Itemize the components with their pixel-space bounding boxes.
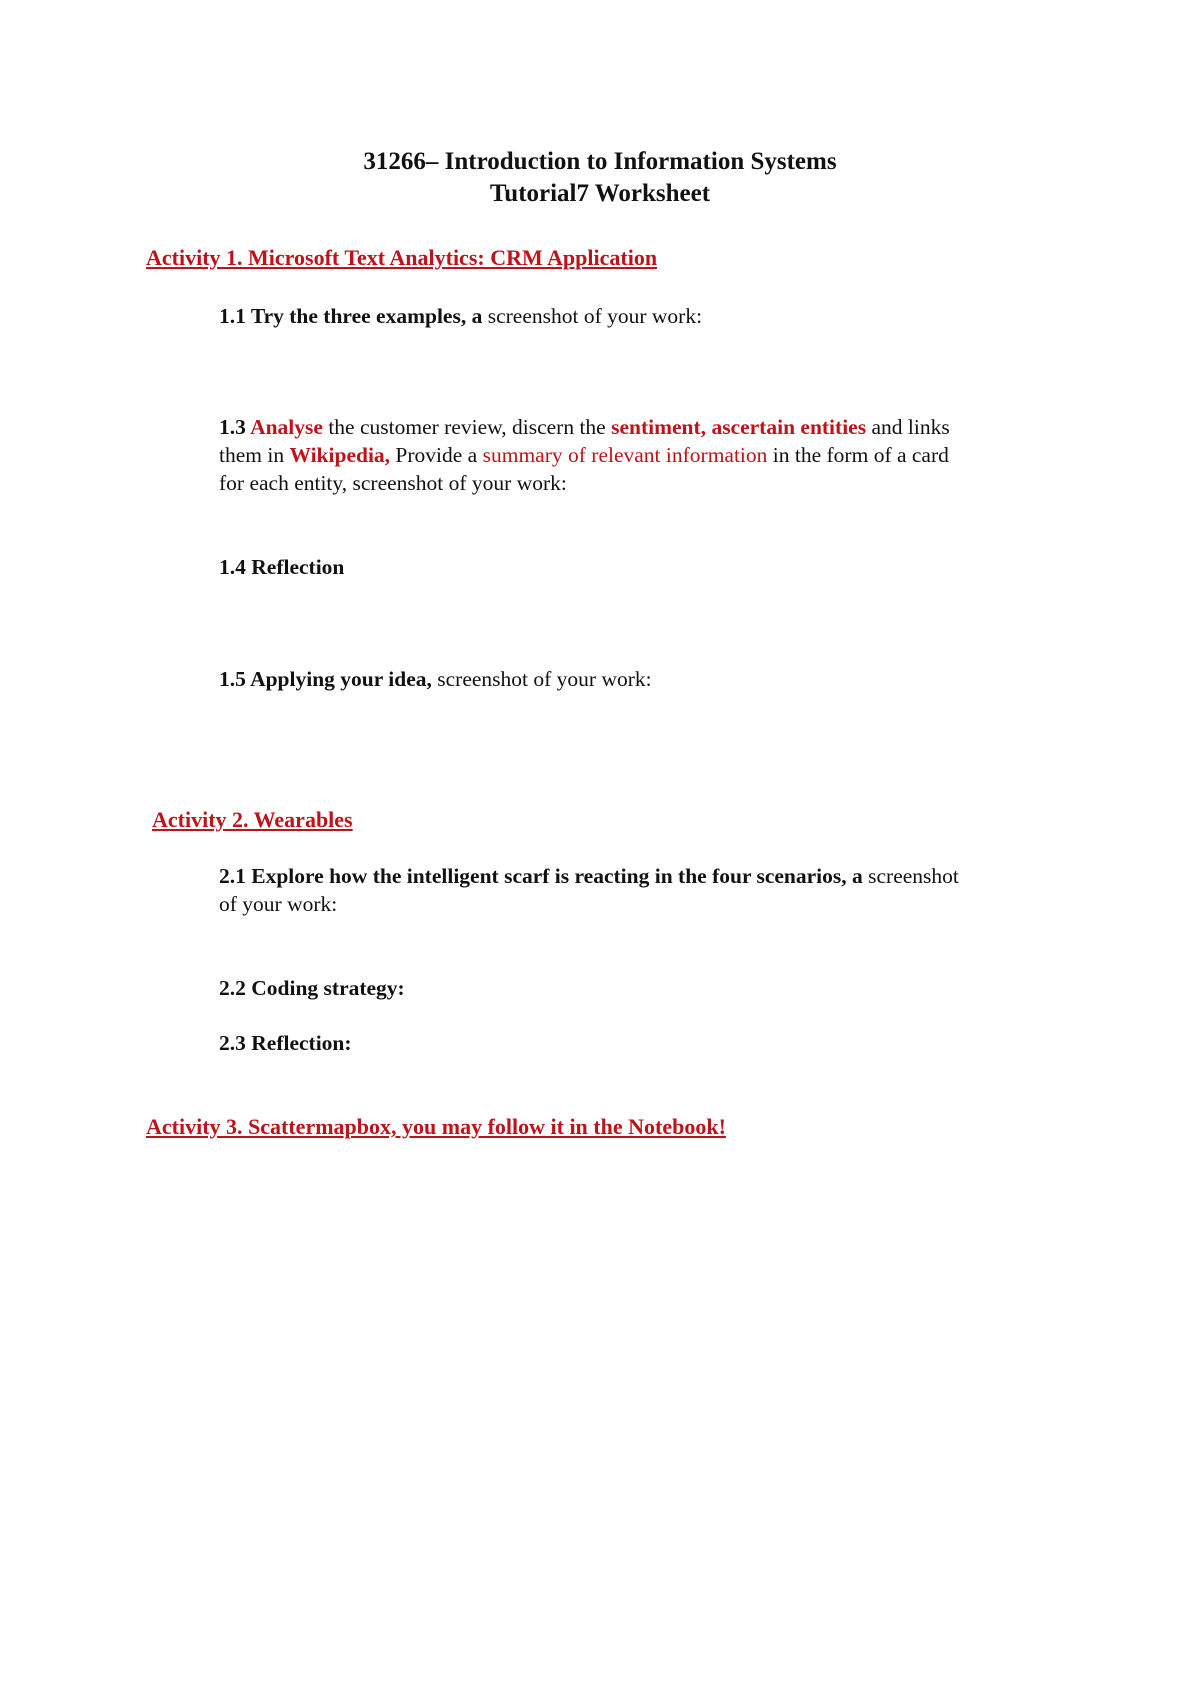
document-subtitle: Tutorial7 Worksheet (489, 180, 711, 207)
question-1-3-text: the customer review, discern the (322, 415, 612, 439)
question-1-5-bold: 1.5 Applying your idea, (219, 667, 432, 691)
question-1-3-text-4: Provide a (390, 443, 483, 467)
question-2-1-line-1 (219, 862, 959, 890)
question-1-5-text: screenshot of your work: (431, 667, 652, 691)
sentiment-keyword: sentiment, (611, 415, 707, 439)
question-1-4: 1.4 Reflection (219, 555, 345, 579)
question-1-5 (219, 665, 652, 693)
question-2-1-line-2: of your work: (219, 892, 338, 916)
question-1-1-bold: 1.1 Try the three examples, a (219, 304, 483, 328)
question-2-2: 2.2 Coding strategy: (219, 976, 405, 1000)
activity-2-heading: Activity 2. Wearables (152, 807, 353, 832)
activity-3-heading: Activity 3. Scattermapbox, you may follow it in the Notebook! (146, 1114, 726, 1139)
question-1-3-line-2 (219, 441, 949, 469)
summary-keyword: summary of relevant information (482, 443, 768, 467)
wikipedia-keyword: Wikipedia, (289, 443, 391, 467)
question-1-3-text-5: in the form of a card (767, 443, 949, 467)
question-1-1-text: screenshot of your work: (482, 304, 703, 328)
document-title: 31266– Introduction to Information Systems (363, 148, 837, 175)
question-1-3-number: 1.3 (219, 415, 251, 439)
analyse-keyword: Analyse (250, 415, 323, 439)
question-2-1-text: screenshot (862, 864, 959, 888)
question-1-3-text-2: and links (866, 415, 950, 439)
activity-1-heading: Activity 1. Microsoft Text Analytics: CRM Application (146, 245, 658, 270)
question-1-1 (219, 302, 702, 330)
entities-keyword: ascertain entities (711, 415, 867, 439)
question-2-3: 2.3 Reflection: (219, 1031, 352, 1055)
question-1-3-line-3: for each entity, screenshot of your work: (219, 471, 567, 495)
question-1-3-line-1 (219, 413, 950, 441)
question-1-3-text-3: them in (219, 443, 290, 467)
question-2-1-bold: 2.1 Explore how the intelligent scarf is reacting in the four scenarios, a (219, 864, 863, 888)
